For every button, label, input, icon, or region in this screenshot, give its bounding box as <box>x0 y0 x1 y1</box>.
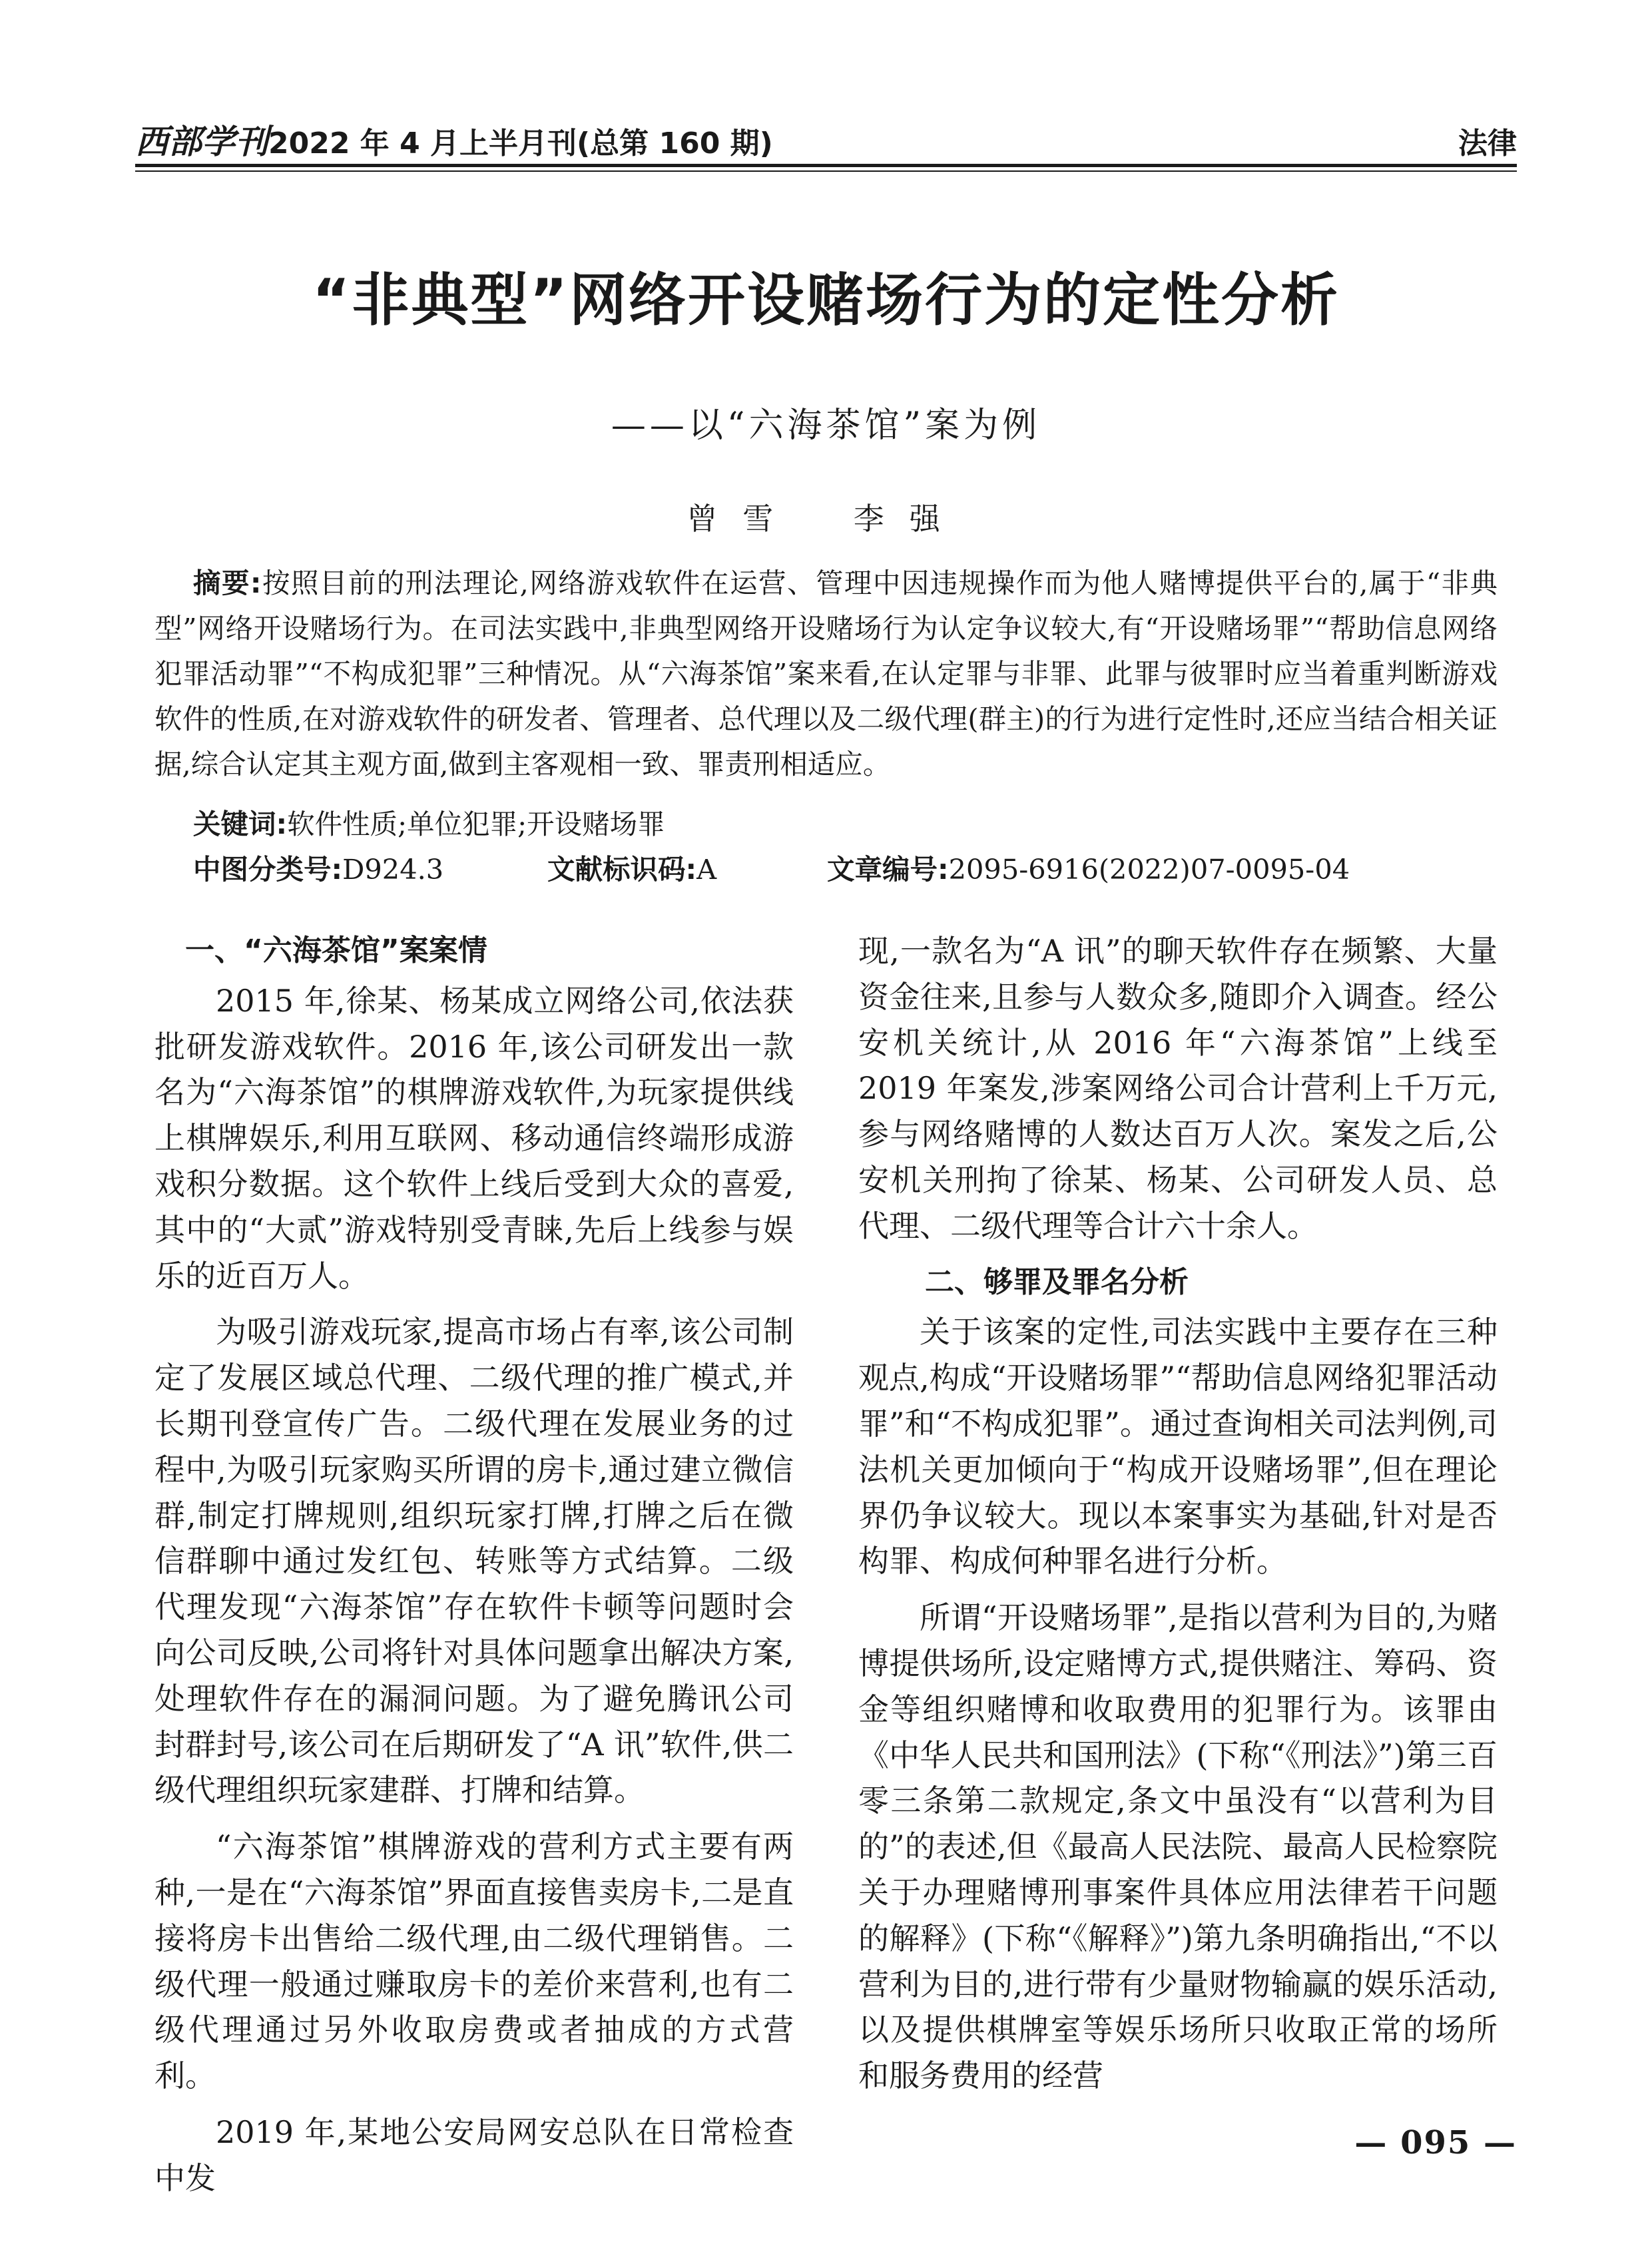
doc-value: A <box>696 853 717 886</box>
body-column-right <box>858 928 1498 2109</box>
abstract-label: 摘要: <box>193 567 262 599</box>
clc-value: D924.3 <box>342 853 444 886</box>
body-paragraph: 2019 年,某地公安局网安总队在日常检查中发 <box>154 2113 794 2196</box>
body-paragraph: “六海茶馆”棋牌游戏的营利方式主要有两种,一是在“六海茶馆”界面直接售卖房卡,二是直接将房卡出售给二级代理,由二级代理销售。二级代理一般通过赚取房卡的差价来营利,也有二级代理通过另外收取房费或者抽成的方式营利。 <box>154 1828 794 2094</box>
issue-info: 2022 年 4 月上半月刊(总第 160 期) <box>268 127 773 160</box>
body-paragraph: 关于该案的定性,司法实践中主要存在三种观点,构成“开设赌场罪”“帮助信息网络犯罪活动罪”和“不构成犯罪”。通过查询相关司法判例,司法机关更加倾向于“构成开设赌场罪”,但在理论界仍争议较大。现以本案事实为基础,针对是否构罪、构成何种罪名进行分析。 <box>858 1314 1498 1579</box>
doc-label: 文献标识码: <box>547 853 697 886</box>
header-rule <box>135 164 1517 167</box>
clc-code <box>193 847 547 892</box>
page-number: — 095 — <box>1354 2124 1517 2161</box>
body-column-left <box>154 928 794 2212</box>
body-paragraph: 2015 年,徐某、杨某成立网络公司,依法获批研发游戏软件。2016 年,该公司研发出一款名为“六海茶馆”的棋牌游戏软件,为玩家提供线上棋牌娱乐,利用互联网、移动通信终端形成游戏积分数据。这个软件上线后受到大众的喜爱,其中的“大贰”游戏特别受青睐,先后上线参与娱乐的近百万人。 <box>154 982 794 1294</box>
body-paragraph: 所谓“开设赌场罪”,是指以营利为目的,为赌博提供场所,设定赌博方式,提供赌注、筹码、资金等组织赌博和收取费用的犯罪行为。该罪由《中华人民共和国刑法》(下称“《刑法》”)第三百零三条第二款规定,条文中虽没有“以营利为目的”的表述,但《最高人民法院、最高人民检察院关于办理赌博刑事案件具体应用法律若干问题的解释》(下称“《解释》”)第九条明确指出,“不以营利为目的,进行带有少量财物输赢的娱乐活动,以及提供棋牌室等娱乐场所只收取正常的场所和服务费用的经营 <box>858 1599 1498 2094</box>
section-heading: 二、够罪及罪名分析 <box>925 1264 1189 1299</box>
article-number-label: 文章编号: <box>827 853 949 886</box>
section-name: 法律 <box>1458 127 1517 160</box>
article-number <box>827 847 1350 892</box>
keywords-label: 关键词: <box>193 808 288 840</box>
clc-label: 中图分类号: <box>193 853 343 886</box>
body-paragraph: 现,一款名为“A 讯”的聊天软件存在频繁、大量资金往来,且参与人数众多,随即介入调查。经公安机关统计,从 2016 年“六海茶馆”上线至 2019 年案发,涉案网络公司合计营利上千万元,参与网络赌博的人数达百万人次。案发之后,公安机关刑拘了徐某、杨某、公司研发人员、总代理、二级代理等合计六十余人。 <box>858 933 1498 1244</box>
article-title: “非典型”网络开设赌场行为的定性分析 <box>312 267 1340 334</box>
journal-logo: 西部学刊 <box>135 122 268 161</box>
classification-line <box>193 847 1350 892</box>
article-authors: 曾雪 李强 <box>687 501 965 537</box>
article-number-value: 2095-6916(2022)07-0095-04 <box>948 853 1350 886</box>
keywords <box>154 802 1498 847</box>
running-header <box>135 112 1517 161</box>
abstract-text: 按照目前的刑法理论,网络游戏软件在运营、管理中因违规操作而为他人赌博提供平台的,属于“非典型”网络开设赌场行为。在司法实践中,非典型网络开设赌场行为认定争议较大,有“开设赌场罪”“帮助信息网络犯罪活动罪”“不构成犯罪”三种情况。从“六海茶馆”案来看,在认定罪与非罪、此罪与彼罪时应当着重判断游戏软件的性质,在对游戏软件的研发者、管理者、总代理以及二级代理(群主)的行为进行定性时,还应当结合相关证据,综合认定其主观方面,做到主客观相一致、罪责刑相适应。 <box>154 567 1498 780</box>
header-left <box>135 122 773 161</box>
article-subtitle: ——以“六海茶馆”案为例 <box>611 406 1041 445</box>
abstract <box>154 561 1498 787</box>
section-heading: 一、“六海茶馆”案案情 <box>185 934 487 968</box>
document-code <box>547 847 827 892</box>
keywords-text: 软件性质;单位犯罪;开设赌场罪 <box>287 808 665 840</box>
header-rule-thin <box>135 170 1517 172</box>
body-paragraph: 为吸引游戏玩家,提高市场占有率,该公司制定了发展区域总代理、二级代理的推广模式,并长期刊登宣传广告。二级代理在发展业务的过程中,为吸引玩家购买所谓的房卡,通过建立微信群,制定打牌规则,组织玩家打牌,打牌之后在微信群聊中通过发红包、转账等方式结算。二级代理发现“六海茶馆”存在软件卡顿等问题时会向公司反映,公司将针对具体问题拿出解决方案,处理软件存在的漏洞问题。为了避免腾讯公司封群封号,该公司在后期研发了“A 讯”软件,供二级代理组织玩家建群、打牌和结算。 <box>154 1314 794 1809</box>
